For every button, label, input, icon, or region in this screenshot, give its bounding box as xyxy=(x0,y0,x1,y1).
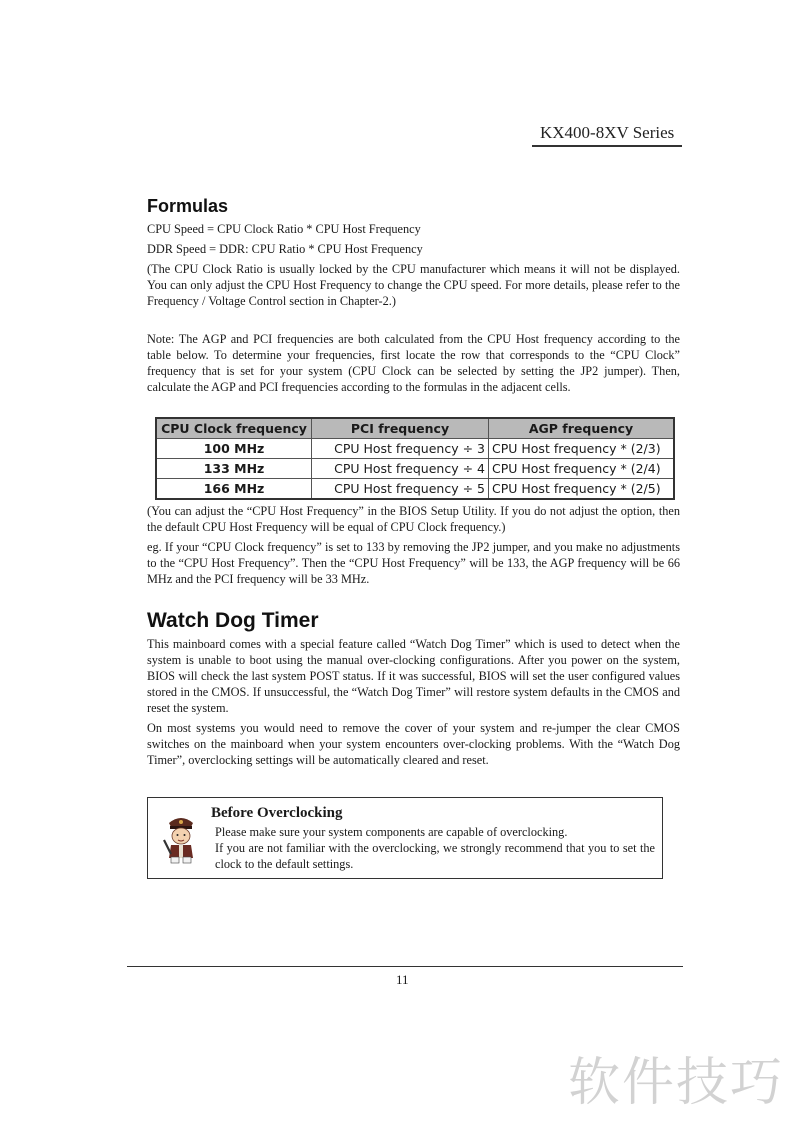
watchdog-paragraph-2: On most systems you would need to remove the cover of your system and re-jumper the clear CMOS switches on the mainboard when your system encounters over-clocking problems. With the “Watch Dog Timer”, overclocking settings will be automatically cleared and reset. xyxy=(147,721,680,767)
table-cell: 100 MHz xyxy=(156,439,312,459)
watchdog-heading: Watch Dog Timer xyxy=(147,609,319,632)
formula-ddr-speed: DDR Speed = DDR: CPU Ratio * CPU Host Frequency xyxy=(147,242,423,256)
watchdog-paragraph-1: This mainboard comes with a special feature called “Watch Dog Timer” which is used to detect when the system is unable to boot using the manual over-clocking configurations. After you power on the system, BIOS will check the last system POST status. If it was successful, BIOS will set the user configured values stored in the CMOS. If unsuccessful, the “Watch Dog Timer” will restore system defaults in the CMOS and reset the system. xyxy=(147,637,680,715)
table-cell: CPU Host frequency ÷ 5 xyxy=(312,479,489,500)
column-header: CPU Clock frequency xyxy=(156,418,312,439)
notice-line-1: Please make sure your system components are capable of overclocking. xyxy=(215,825,568,839)
header-rule xyxy=(532,145,682,147)
table-cell: CPU Host frequency * (2/4) xyxy=(489,459,675,479)
column-header: PCI frequency xyxy=(312,418,489,439)
clock-ratio-paragraph: (The CPU Clock Ratio is usually locked by the CPU manufacturer which means it will not be displayed. You can only adjust the CPU Host Frequency to change the CPU speed. For more details, please refer to the Frequency / Voltage Control section in Chapter-2.) xyxy=(147,262,680,308)
frequency-note-paragraph: Note: The AGP and PCI frequencies are both calculated from the CPU Host frequency according to the table below. To determine your frequencies, first locate the row that corresponds to the “CPU Clock” frequency that is set for your system (CPU Clock can be selected by setting the JP2 jumper). Then, calculate the AGP and PCI frequencies according to the formulas in the adjacent cells. xyxy=(147,332,680,394)
table-row xyxy=(156,439,674,459)
notice-line-2: If you are not familiar with the overclocking, we strongly recommend that you to set the clock to the default settings. xyxy=(215,841,655,871)
example-paragraph: eg. If your “CPU Clock frequency” is set to 133 by removing the JP2 jumper, and you make no adjustments to the “CPU Host Frequency”. Then the “CPU Host Frequency” will be 133, the AGP frequency will be 66 MHz and the PCI frequency will be 33 MHz. xyxy=(147,540,680,586)
table-row xyxy=(156,459,674,479)
frequency-table xyxy=(155,417,675,500)
host-frequency-paragraph: (You can adjust the “CPU Host Frequency” in the BIOS Setup Utility. If you do not adjust the option, then the default CPU Host Frequency will be equal of CPU Clock frequency.) xyxy=(147,504,680,534)
table-cell: CPU Host frequency * (2/3) xyxy=(489,439,675,459)
formula-cpu-speed: CPU Speed = CPU Clock Ratio * CPU Host Frequency xyxy=(147,222,421,236)
footer-rule xyxy=(127,966,683,967)
notice-title: Before Overclocking xyxy=(211,805,343,821)
table-cell: CPU Host frequency ÷ 4 xyxy=(312,459,489,479)
table-cell: 166 MHz xyxy=(156,479,312,500)
watermark: 软件技巧 xyxy=(568,1053,785,1113)
header-title: KX400-8XV Series xyxy=(540,123,675,142)
table-row xyxy=(156,479,674,500)
formulas-heading: Formulas xyxy=(147,196,229,216)
table-header-row xyxy=(156,418,674,439)
page-number: 11 xyxy=(396,972,409,987)
column-header: AGP frequency xyxy=(489,418,675,439)
table-cell: 133 MHz xyxy=(156,459,312,479)
table-cell: CPU Host frequency * (2/5) xyxy=(489,479,675,500)
table-cell: CPU Host frequency ÷ 3 xyxy=(312,439,489,459)
police-mascot-icon xyxy=(160,810,202,865)
